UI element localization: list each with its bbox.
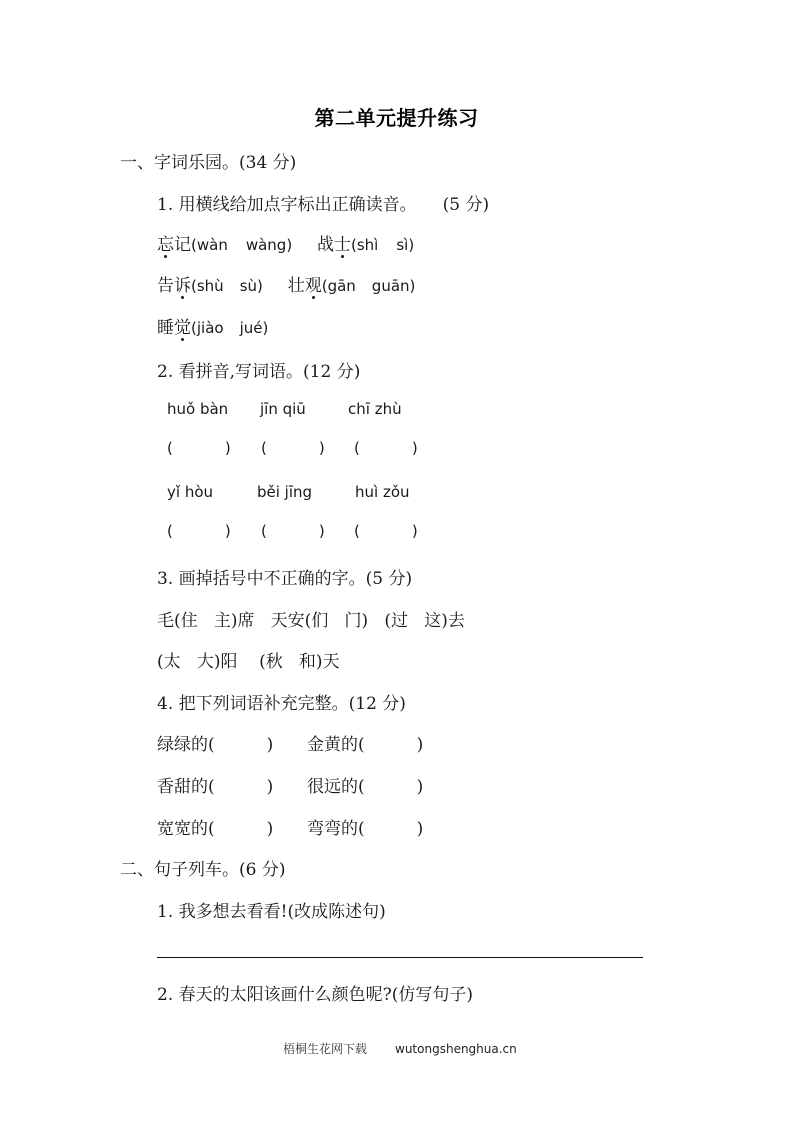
pinyin-option: gān bbox=[327, 277, 356, 295]
q2-pinyin-row-2 bbox=[0, 483, 793, 503]
s2-q2-prompt: 2. 春天的太阳该画什么颜色呢?(仿写句子) bbox=[157, 985, 474, 1005]
footer-url: wutongshenghua.cn bbox=[395, 1042, 517, 1056]
answer-blank[interactable]: ( ) bbox=[354, 439, 418, 457]
q1-score: (5 分) bbox=[442, 195, 490, 215]
q1-line-2 bbox=[157, 271, 415, 296]
pinyin-word: huǒ bàn bbox=[167, 400, 229, 418]
q2-answer-row-2 bbox=[0, 522, 793, 542]
answer-blank[interactable]: ( ) bbox=[167, 522, 231, 540]
pinyin-option: wàn bbox=[196, 236, 228, 254]
q1-item-4: 壮观(gān guān) bbox=[288, 276, 416, 296]
pinyin-word: jīn qiū bbox=[260, 400, 306, 418]
q4-prompt: 4. 把下列词语补充完整。(12 分) bbox=[157, 694, 406, 714]
dotted-char: 觉 bbox=[174, 313, 191, 338]
q1-item-2: 战士(shì sì) bbox=[317, 235, 414, 255]
section2-heading: 二、句子列车。(6 分) bbox=[120, 860, 286, 880]
answer-blank[interactable]: ( ) bbox=[354, 522, 418, 540]
answer-blank[interactable]: ( ) bbox=[261, 439, 325, 457]
pinyin-option: wàng bbox=[245, 236, 287, 254]
q1-prompt-text: 1. 用横线给加点字标出正确读音。 bbox=[157, 195, 417, 215]
pinyin-word: běi jīng bbox=[257, 483, 313, 501]
pinyin-option: jiào bbox=[196, 319, 224, 337]
q2-prompt: 2. 看拼音,写词语。(12 分) bbox=[157, 362, 361, 382]
q1-line-3 bbox=[157, 313, 268, 338]
q1-item-1: 忘记(wàn wàng) bbox=[157, 235, 298, 255]
q2-pinyin-row-1 bbox=[0, 400, 793, 420]
footer bbox=[283, 1040, 517, 1057]
pinyin-option: guān bbox=[371, 277, 410, 295]
q1-line-1 bbox=[157, 230, 414, 255]
pinyin-word: yǐ hòu bbox=[167, 483, 214, 501]
footer-site-name: 梧桐生花网下载 bbox=[283, 1042, 368, 1056]
q4-row-3 bbox=[0, 814, 793, 839]
pinyin-option: shù bbox=[196, 277, 224, 295]
q4-row-2 bbox=[0, 772, 793, 797]
fill-phrase[interactable]: 绿绿的( ) bbox=[157, 735, 274, 755]
q1-item-5: 睡觉(jiào jué) bbox=[157, 318, 268, 338]
q2-answer-row-1 bbox=[0, 439, 793, 459]
pinyin-option: jué bbox=[239, 319, 263, 337]
pinyin-option: sù bbox=[239, 277, 258, 295]
s2-q1-prompt: 1. 我多想去看看!(改成陈述句) bbox=[157, 902, 386, 922]
dotted-char: 诉 bbox=[174, 271, 191, 296]
page-title: 第二单元提升练习 bbox=[314, 106, 479, 130]
q4-row-1 bbox=[0, 730, 793, 755]
dotted-char: 士 bbox=[334, 230, 351, 255]
pinyin-word: chī zhù bbox=[348, 400, 402, 418]
fill-phrase[interactable]: 宽宽的( ) bbox=[157, 819, 274, 839]
answer-blank[interactable]: ( ) bbox=[167, 439, 231, 457]
fill-phrase[interactable]: 弯弯的( ) bbox=[307, 819, 424, 839]
fill-phrase[interactable]: 金黄的( ) bbox=[307, 735, 424, 755]
fill-phrase[interactable]: 香甜的( ) bbox=[157, 777, 274, 797]
q3-line-1: 毛(住 主)席 天安(们 门) (过 这)去 bbox=[157, 611, 465, 631]
q1-item-3: 告诉(shù sù) bbox=[157, 276, 268, 296]
answer-line[interactable] bbox=[157, 957, 643, 958]
pinyin-word: huì zǒu bbox=[355, 483, 410, 501]
dotted-char: 观 bbox=[305, 271, 322, 296]
q1-prompt bbox=[157, 190, 489, 215]
q3-prompt: 3. 画掉括号中不正确的字。(5 分) bbox=[157, 569, 413, 589]
pinyin-option: sì bbox=[396, 236, 409, 254]
answer-blank[interactable]: ( ) bbox=[261, 522, 325, 540]
pinyin-option: shì bbox=[356, 236, 379, 254]
dotted-char: 忘 bbox=[157, 230, 174, 255]
fill-phrase[interactable]: 很远的( ) bbox=[307, 777, 424, 797]
q3-line-2: (太 大)阳 (秋 和)天 bbox=[157, 652, 340, 672]
section1-heading: 一、字词乐园。(34 分) bbox=[120, 153, 297, 173]
